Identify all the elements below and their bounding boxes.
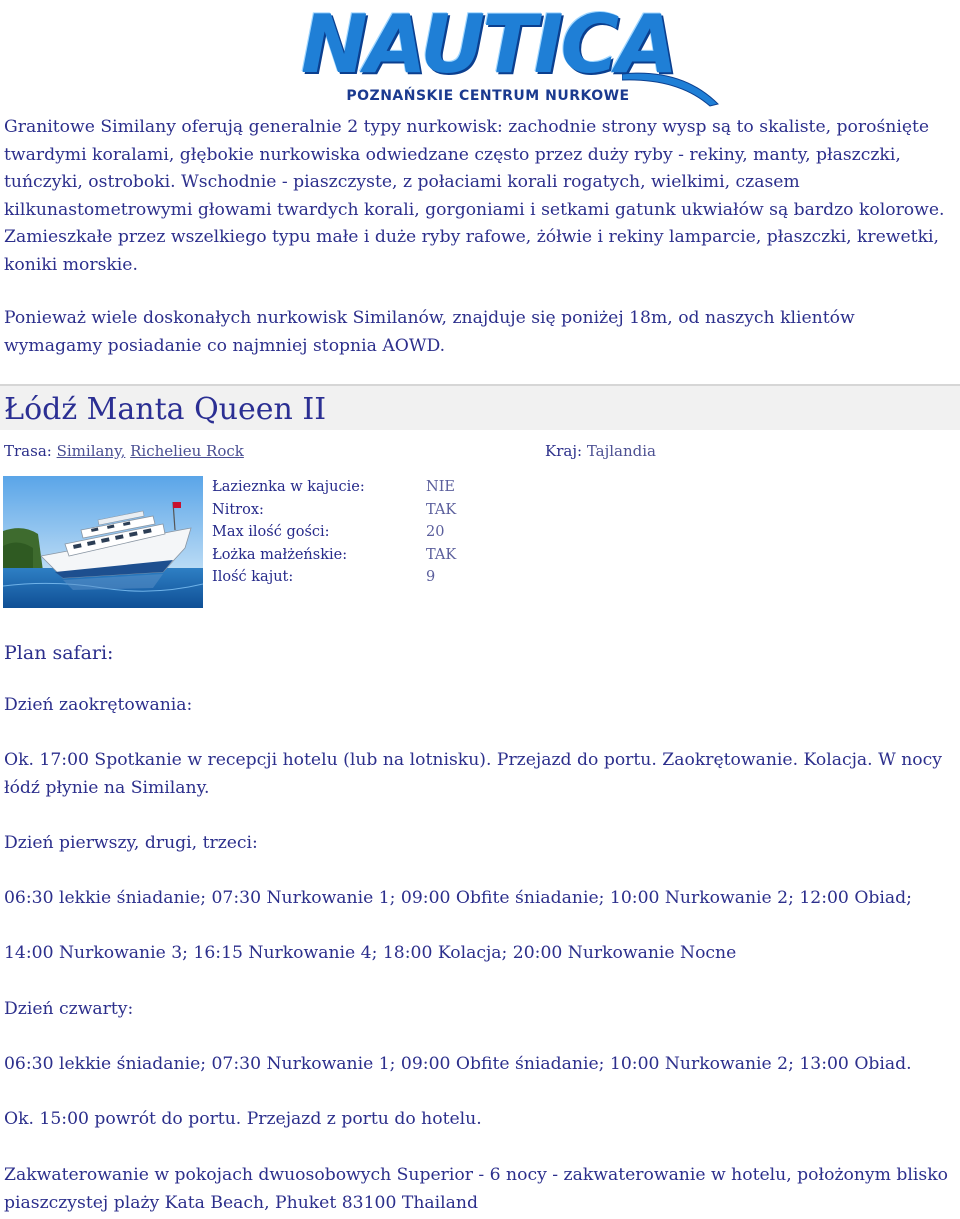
day-4-schedule-line-2: Ok. 15:00 powrót do portu. Przejazd z portu do hotelu. [4, 1109, 482, 1129]
spec-value: 20 [426, 524, 445, 540]
route-link-similany[interactable]: Similany, [56, 442, 126, 460]
logo-wordmark: NAUTICA [300, 0, 676, 91]
spec-label: Łazieznka w kajucie: [212, 479, 365, 495]
nautica-logo[interactable] [262, 0, 714, 104]
spec-label: Max ilość gości: [212, 524, 330, 540]
country-label: Kraj: [545, 442, 583, 460]
boat-specs [212, 476, 512, 589]
spec-value: 9 [426, 569, 436, 585]
spec-label: Łożka małżeńskie: [212, 546, 348, 563]
intro-paragraph-1: Granitowe Similany oferują generalnie 2 typy nurkowisk: zachodnie strony wysp są to skaliste, porośnięte twardymi koralami, głębokie nurkowiska odwiedzane często przez duży ryby - rekiny, manty, płaszczki, tuńczyki, ostroboki. Wschodnie - piaszczyste, z połaciami korali rogatych, wielkimi, czasem kilkunastometrowymi głowami twardych korali, gorgoniami i setkami gatunk ukwiałów są bardzo kolorowe. Zamieszkałe przez wszelkiego typu małe i duże ryby rafowe, żółwie i rekiny lamparcie, płaszczki, krewetki, koniki morskie. [4, 117, 945, 275]
days-1-3-schedule-line-2: 14:00 Nurkowanie 3; 16:15 Nurkowanie 4; 18:00 Kolacja; 20:00 Nurkowanie Nocne [4, 943, 737, 963]
day-4-schedule-line-1: 06:30 lekkie śniadanie; 07:30 Nurkowanie 1; 09:00 Obfite śniadanie; 10:00 Nurkowanie 2; 13:00 Obiad. [4, 1054, 912, 1074]
spec-row-max-guests [212, 521, 512, 544]
logo-tagline: POZNAŃSKIE CENTRUM NURKOWE [346, 88, 630, 104]
plan-heading: Plan safari: [4, 642, 114, 664]
spec-row-nitrox [212, 499, 512, 522]
boat-section-header [0, 384, 960, 430]
spec-label: Nitrox: [212, 501, 264, 518]
spec-value: TAK [426, 546, 457, 563]
intro-paragraph-2: Ponieważ wiele doskonałych nurkowisk Similanów, znajduje się poniżej 18m, od naszych klientów wymagamy posiadanie co najmniej stopnia AOWD. [4, 308, 855, 356]
route-label: Trasa: [4, 442, 52, 460]
spec-label: Ilość kajut: [212, 569, 294, 585]
spec-row-double-beds [212, 544, 512, 567]
days-1-3-schedule-line-1: 06:30 lekkie śniadanie; 07:30 Nurkowanie 1; 09:00 Obfite śniadanie; 10:00 Nurkowanie 2; 12:00 Obiad; [4, 888, 912, 908]
spec-row-bathroom [212, 476, 512, 499]
embark-text: Ok. 17:00 Spotkanie w recepcji hotelu (lub na lotnisku). Przejazd do portu. Zaokrętowanie. Kolacja. W nocy łódź płynie na Similany. [4, 750, 942, 798]
country-info [545, 440, 656, 462]
days-1-3-heading: Dzień pierwszy, drugi, trzeci: [4, 833, 258, 853]
embark-heading: Dzień zaokrętowania: [4, 695, 193, 715]
spec-value: TAK [426, 501, 457, 518]
country-value: Tajlandia [586, 442, 656, 460]
spec-row-cabins [212, 566, 512, 589]
accommodation-text: Zakwaterowanie w pokojach dwuosobowych Superior - 6 nocy - zakwaterowanie w hotelu, położonym blisko piaszczystej plaży Kata Beach, Phuket 83100 Thailand [4, 1165, 948, 1213]
boat-photo[interactable] [3, 476, 203, 608]
route-info [4, 440, 244, 462]
day-4-heading: Dzień czwarty: [4, 999, 134, 1019]
spec-value: NIE [426, 479, 455, 495]
route-link-richelieu-rock[interactable]: Richelieu Rock [130, 442, 244, 460]
boat-title: Łódź Manta Queen II [4, 392, 327, 427]
